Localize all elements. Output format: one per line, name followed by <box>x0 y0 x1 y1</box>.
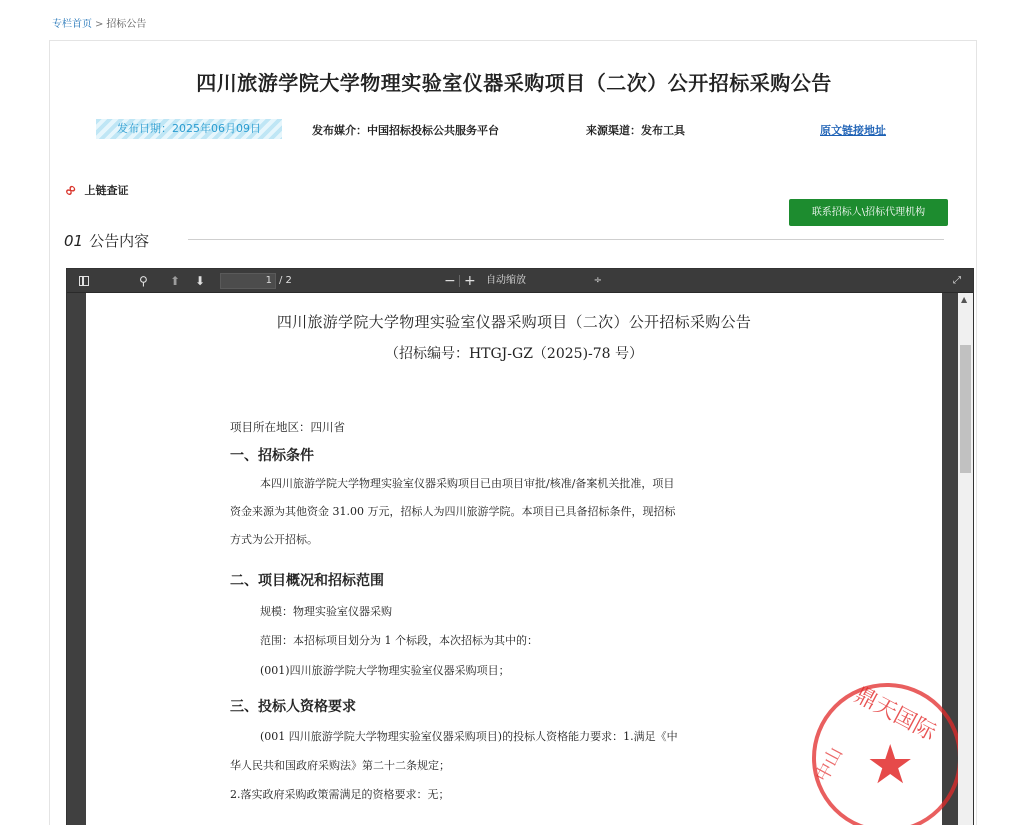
pdf-viewer <box>66 268 974 825</box>
notice-panel <box>49 40 977 825</box>
paragraph-line: 2.落实政府采购政策需满足的资格要求：无； <box>230 788 450 801</box>
meta-row <box>50 119 978 139</box>
publish-media: 发布媒介：中国招标投标公共服务平台 <box>312 124 499 137</box>
star-icon: ★ <box>866 733 915 796</box>
section-divider <box>188 239 944 240</box>
publish-date: 发布日期：2025年06月09日 <box>96 119 282 139</box>
zoom-in-button[interactable]: + <box>464 273 476 289</box>
official-seal-stamp <box>812 683 962 825</box>
zoom-out-button[interactable]: − <box>444 273 456 289</box>
paragraph-line: (001)四川旅游学院大学物理实验室仪器采购项目； <box>260 664 510 677</box>
seal-text: 鼎天国际 <box>850 682 940 746</box>
chain-verify-label: 上链查证 <box>84 184 129 197</box>
section-heading-2: 二、项目概况和招标范围 <box>230 573 384 589</box>
toolbar-divider <box>459 275 460 287</box>
paragraph-line: 华人民共和国政府采购法》第二十二条规定； <box>230 759 450 772</box>
contact-agency-button[interactable]: 联系招标人\招标代理机构 <box>789 199 948 226</box>
search-icon[interactable]: ⚲ <box>139 274 148 288</box>
pdf-toolbar <box>67 269 973 293</box>
seal-text-secondary: 中山 <box>811 743 848 786</box>
section-heading-1: 一、招标条件 <box>230 448 314 464</box>
breadcrumb <box>52 15 146 30</box>
link-icon: ∞ <box>59 179 82 201</box>
page-total: / 2 <box>279 275 292 286</box>
page-title: 四川旅游学院大学物理实验室仪器采购项目（二次）公开招标采购公告 <box>196 71 832 95</box>
pdf-scrollbar[interactable] <box>958 293 973 825</box>
section-heading <box>64 230 149 251</box>
zoom-select[interactable] <box>482 272 610 290</box>
zoom-select-value: 自动缩放 <box>486 275 526 286</box>
scroll-up-icon[interactable]: ▲ <box>961 295 968 304</box>
pdf-page <box>86 293 942 825</box>
chain-verify-link[interactable] <box>59 179 129 201</box>
section-title: 公告内容 <box>89 232 150 250</box>
tender-code: （招标编号：HTGJ-GZ（2025)-78 号） <box>384 346 644 362</box>
page-number-input[interactable]: 1 <box>220 273 276 289</box>
breadcrumb-separator: > <box>95 19 104 30</box>
breadcrumb-home-link[interactable]: 专栏首页 <box>52 19 92 30</box>
paragraph-line: 资金来源为其他资金 31.00 万元，招标人为四川旅游学院。本项目已具备招标条件，现招标 <box>230 505 676 518</box>
select-caret-icon: ÷ <box>593 275 602 286</box>
breadcrumb-current: 招标公告 <box>106 19 147 30</box>
fullscreen-icon[interactable]: ⤢ <box>953 275 961 286</box>
paragraph-line: 规模：物理实验室仪器采购 <box>260 605 392 618</box>
next-page-icon[interactable]: ⬇ <box>195 274 206 288</box>
project-region: 项目所在地区：四川省 <box>230 420 345 434</box>
scrollbar-thumb[interactable] <box>960 345 971 473</box>
paragraph-line: (001 四川旅游学院大学物理实验室仪器采购项目)的投标人资格能力要求：1.满足《中 <box>260 730 678 743</box>
paragraph-line: 方式为公开招标。 <box>230 533 318 546</box>
previous-page-icon[interactable]: ⬆ <box>170 274 181 288</box>
section-number: 01 <box>64 231 84 250</box>
source-channel: 来源渠道：发布工具 <box>586 124 685 137</box>
document-title: 四川旅游学院大学物理实验室仪器采购项目（二次）公开招标采购公告 <box>276 313 752 331</box>
original-link[interactable]: 原文链接地址 <box>820 124 886 137</box>
sidebar-toggle-icon[interactable] <box>79 276 89 286</box>
section-heading-3: 三、投标人资格要求 <box>230 699 356 715</box>
paragraph-line: 范围：本招标项目划分为 1 个标段，本次招标为其中的： <box>260 634 538 647</box>
paragraph-line: 本四川旅游学院大学物理实验室仪器采购项目已由项目审批/核准/备案机关批准，项目 <box>260 477 675 490</box>
